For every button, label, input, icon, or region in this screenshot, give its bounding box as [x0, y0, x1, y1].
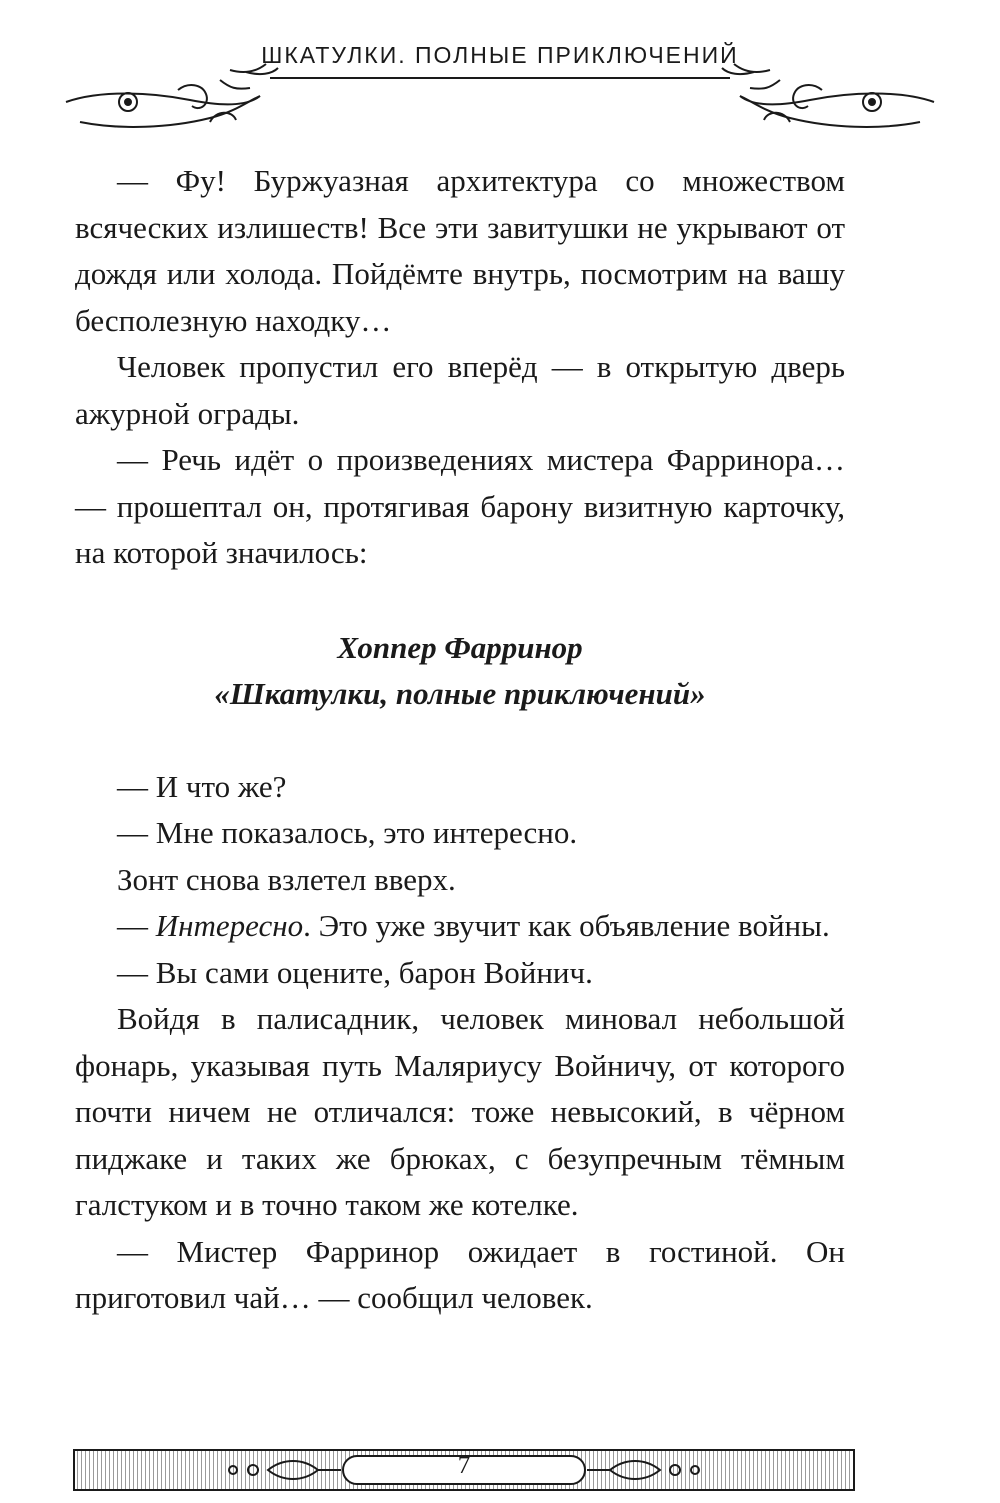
paragraph: Войдя в палисадник, человек миновал небольшой фонарь, указывая путь Маляриусу Войничу, от которого почти ничем не отличался: тоже невысокий, в чёрном пиджаке и таких же брюках, с безупречным тёмным галстуком и в точно таком же котелке. — [75, 1001, 845, 1222]
paragraph: — Вы сами оцените, барон Войнич. — [117, 954, 593, 990]
paragraph: Зонт снова взлетел вверх. — [117, 861, 456, 897]
paragraph-rest: . Это уже звучит как объявление войны. — [303, 908, 830, 943]
running-header — [60, 30, 940, 140]
card-title: «Шкатулки, полные приключений» — [214, 675, 706, 711]
main-text — [75, 158, 845, 1322]
paragraph — [75, 903, 845, 950]
page-number: 7 — [457, 1452, 471, 1479]
card-name: Хоппер Фарринор — [337, 629, 583, 665]
running-header-title: ШКАТУЛКИ. ПОЛНЫЕ ПРИКЛЮЧЕНИЙ — [261, 42, 739, 68]
page-footer — [73, 1448, 855, 1493]
dash: — — [117, 908, 156, 943]
business-card-text — [75, 625, 845, 717]
paragraph: Человек пропустил его вперёд — в открытую дверь ажурной ограды. — [75, 349, 845, 431]
paragraph: — И что же? — [117, 768, 287, 804]
paragraph: — Мистер Фарринор ожидает в гостиной. Он приготовил чай… — сообщил человек. — [75, 1233, 845, 1315]
emphasis: Интересно — [155, 908, 304, 943]
paragraph: — Мне показалось, это интересно. — [117, 815, 578, 850]
paragraph: — Речь идёт о произведениях мистера Фарринора… — прошептал он, протягивая барону визитную карточку, на которой значилось: — [75, 442, 845, 570]
paragraph: — Фу! Буржуазная архитектура со множеством всяческих излишеств! Все эти завитушки не укрывают от дождя или холода. Пойдёмте внутрь, посмотрим на вашу бесполезную находку… — [75, 163, 845, 338]
